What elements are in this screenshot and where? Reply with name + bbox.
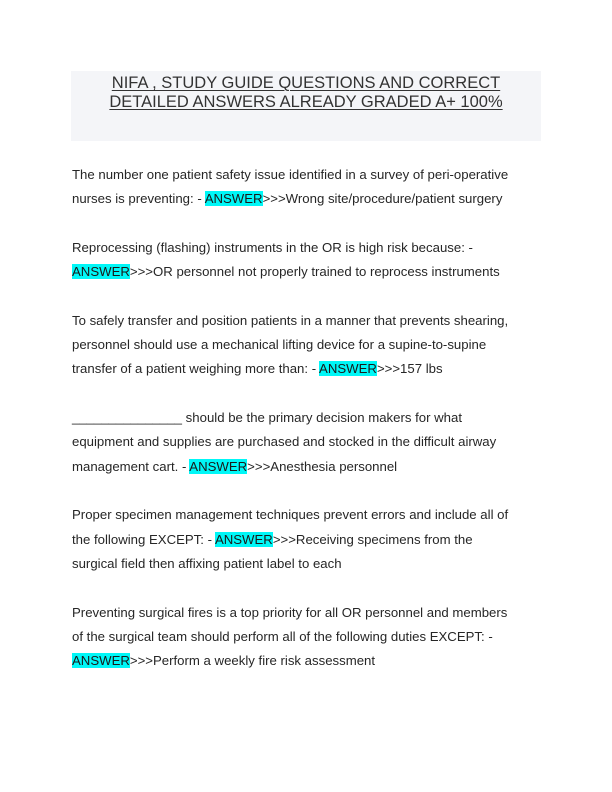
answer-text: >>>Anesthesia personnel — [247, 458, 398, 474]
question-line: The number one patient safety issue identified in a survey of peri-operative — [72, 167, 509, 182]
question-answer-line — [72, 187, 546, 211]
question-line: nurses is preventing: - — [72, 191, 205, 207]
title-box — [71, 71, 541, 141]
answer-line — [72, 649, 546, 673]
qa-item-3 — [72, 309, 546, 382]
document-title-line-2: DETAILED ANSWERS ALREADY GRADED A+ 100% — [109, 93, 503, 111]
document-title-line-1: NIFA , STUDY GUIDE QUESTIONS AND CORRECT — [111, 74, 501, 92]
answer-marker: ANSWER — [189, 458, 248, 474]
answer-marker: ANSWER — [319, 361, 377, 377]
question-line: management cart. - — [72, 458, 190, 474]
question-line: _______________ should be the primary decision makers for what — [72, 410, 463, 426]
question-line: Preventing surgical fires is a top priority for all OR personnel and members — [72, 604, 508, 620]
question-line: To safely transfer and position patients in a manner that prevents shearing, — [72, 313, 509, 328]
question-line: Reprocessing (flashing) instruments in the OR is high risk because: - — [72, 240, 473, 255]
answer-text: >>>Wrong site/procedure/patient surgery — [262, 191, 503, 207]
answer-line — [72, 260, 546, 284]
answer-text: >>>Receiving specimens from the — [272, 531, 473, 547]
qa-item-4 — [72, 406, 546, 479]
question-line: Proper specimen management techniques prevent errors and include all of — [72, 507, 509, 523]
answer-text-continued: surgical field then affixing patient label to each — [72, 555, 342, 571]
question-line: the following EXCEPT: - — [72, 531, 215, 547]
answer-marker: ANSWER — [72, 653, 130, 669]
answer-text: >>>157 lbs — [376, 361, 443, 377]
answer-text: >>>Perform a weekly fire risk assessment — [129, 653, 376, 669]
answer-marker: ANSWER — [204, 191, 263, 207]
answer-marker: ANSWER — [72, 264, 130, 280]
question-line: equipment and supplies are purchased and stocked in the difficult airway — [72, 434, 497, 450]
question-line: transfer of a patient weighing more than: - — [72, 361, 320, 377]
question-answer-line — [72, 455, 546, 479]
qa-item-6 — [72, 601, 546, 674]
answer-text: >>>OR personnel not properly trained to reprocess instruments — [129, 264, 500, 280]
qa-item-1 — [72, 163, 546, 211]
question-answer-line — [72, 357, 546, 381]
question-line: personnel should use a mechanical lifting device for a supine-to-supine — [72, 337, 487, 353]
document-body — [72, 163, 546, 698]
question-line: of the surgical team should perform all of the following duties EXCEPT: - — [72, 628, 493, 644]
qa-item-2 — [72, 236, 546, 284]
question-answer-line — [72, 528, 546, 552]
answer-marker: ANSWER — [214, 531, 273, 547]
qa-item-5 — [72, 503, 546, 576]
